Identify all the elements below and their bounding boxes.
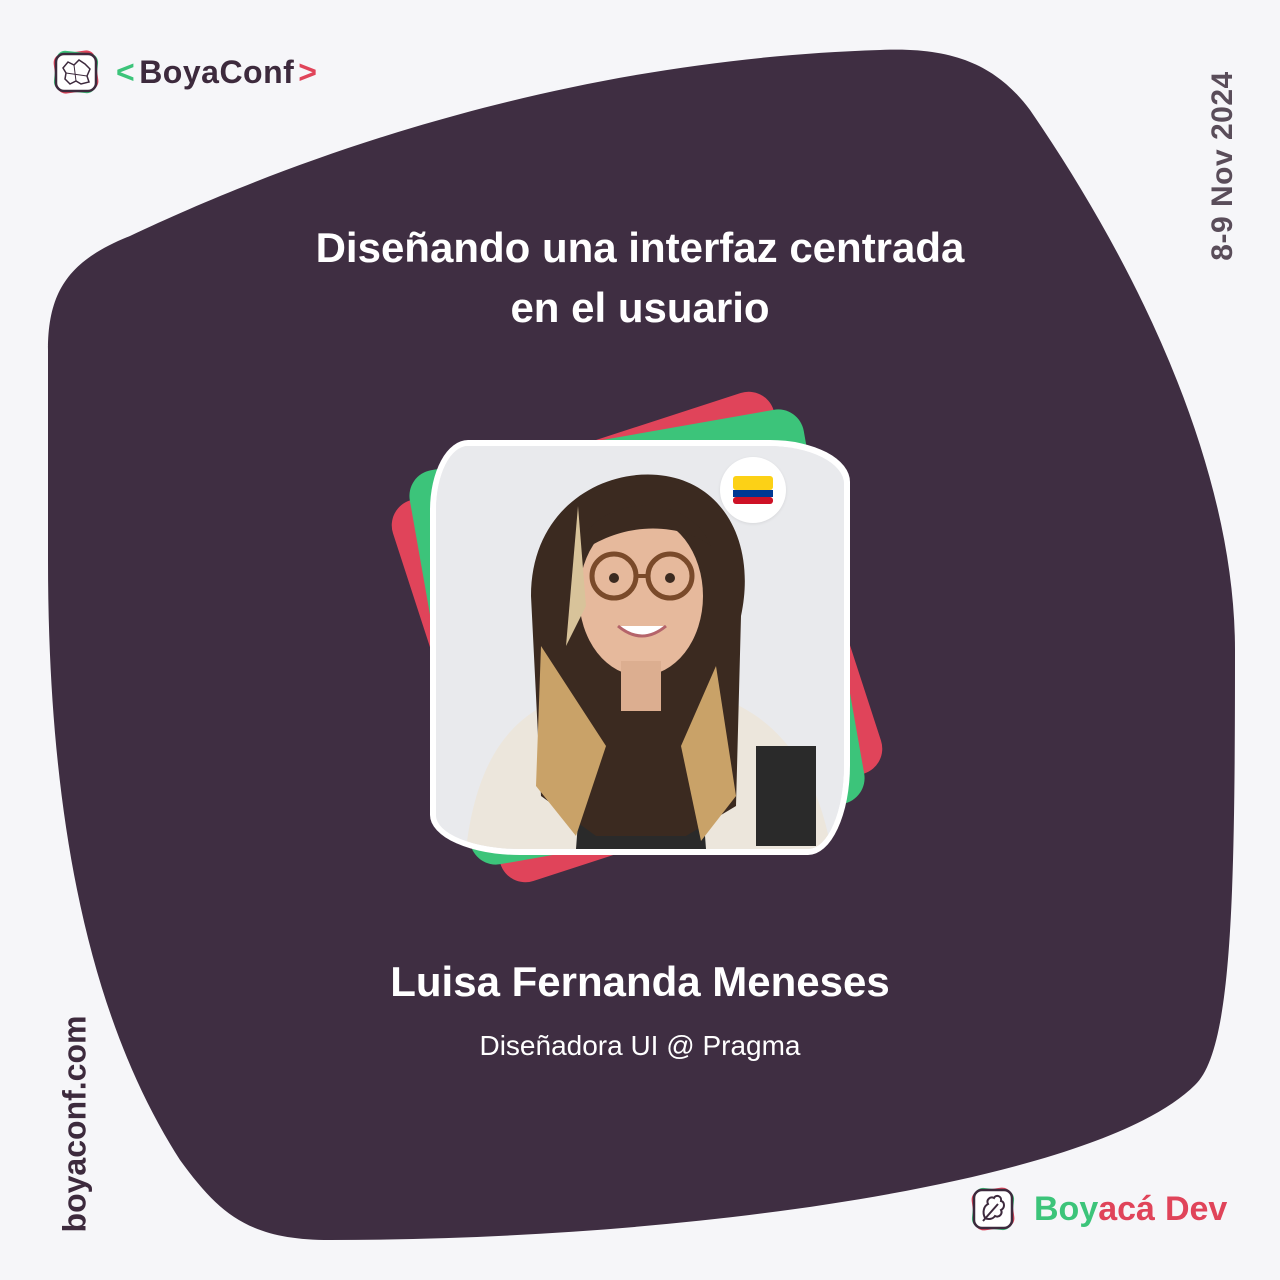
logo-gt: > [298,53,318,90]
logo-lt: < [116,53,136,90]
event-date: 8-9 Nov 2024 [1206,71,1239,261]
boyaca-map-icon [50,46,102,98]
org-part-1: Boy [1034,1189,1099,1228]
country-badge [720,457,786,523]
website-link[interactable]: boyaconf.com [56,1015,93,1233]
speaker-portrait-illustration [436,446,844,849]
speaker-photo [436,446,844,849]
org-part-3: Dev [1164,1189,1228,1228]
speaker-role: Diseñadora UI @ Pragma [479,1030,801,1061]
talk-title [240,218,1040,338]
boyaca-dev-logo[interactable] [968,1184,1227,1234]
speaker-photo-group [415,415,865,865]
org-part-2: acá [1098,1189,1155,1228]
colombia-flag-icon [733,476,773,504]
talk-title-line-2: en el usuario [510,284,770,331]
oak-leaf-icon [968,1184,1018,1234]
logo-name: BoyaConf [139,53,295,90]
speaker-photo-frame [430,440,850,855]
boyaconf-logo[interactable] [50,46,317,98]
speaker-name: Luisa Fernanda Meneses [390,958,890,1005]
talk-title-line-1: Diseñando una interfaz centrada [315,224,965,271]
